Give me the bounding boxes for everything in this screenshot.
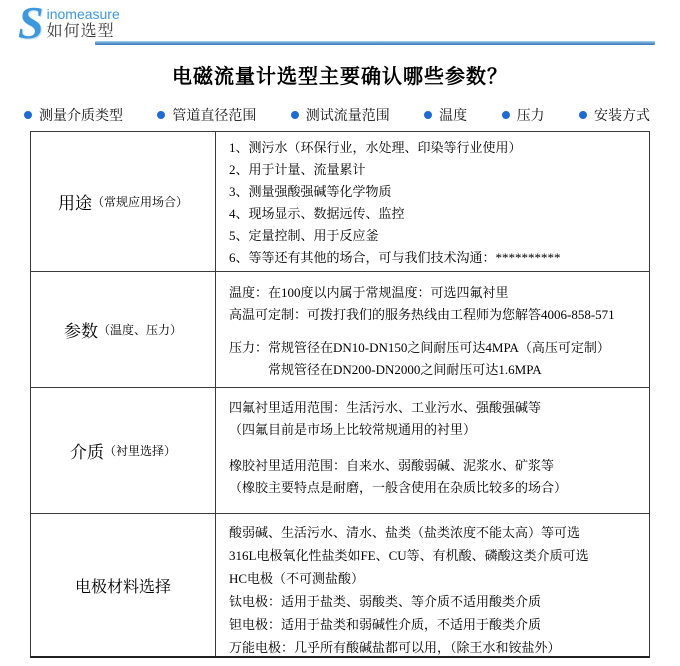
logo-s-icon: S [18,0,44,48]
table-row [31,271,649,387]
content-line: 钛电极：适用于盐类、弱酸类、等介质不适用酸类介质 [229,594,542,609]
content-line: 316L电极氧化性盐类如FE、CU等、有机酸、磷酸这类介质可选 [229,548,589,563]
table-row [31,132,649,271]
content-line: 常规管径在DN200-DN2000之间耐压可达1.6MPA [229,362,542,377]
content-line: 四氟衬里适用范围：生活污水、工业污水、强酸强碱等 [229,400,542,415]
bullet-item-3 [291,105,390,125]
content-line: 5、定量控制、用于反应釜 [229,228,379,243]
content-line: 压力：常规管径在DN10-DN150之间耐压可达4MPA（高压可定制） [229,340,610,355]
bullet-dot-icon [157,111,165,119]
content-line: 钽电极：适用于盐类和弱碱性介质，不适用于酸类介质 [229,617,542,632]
table-row [31,513,649,656]
content-line: 3、测量强酸强碱等化学物质 [229,184,392,199]
row-label-note: （常规应用场合） [91,195,188,209]
header [0,0,680,48]
bullet-item-5 [502,105,545,125]
logo-text-block [47,7,120,41]
content-line: 高温可定制：可拨打我们的服务热线由工程师为您解答4006-858-571 [229,307,615,322]
bullet-item-4 [424,105,467,125]
row-label: 介质 [69,443,104,462]
content-line: （橡胶主要特点是耐磨，一般含使用在杂质比较多的场合） [229,480,568,495]
bullet-dot-icon [24,111,32,119]
bullet-item-6 [579,105,650,125]
row-content-cell [216,272,649,387]
row-label-cell [31,388,216,513]
bullet-dot-icon [579,111,587,119]
bullet-dot-icon [502,111,510,119]
row-label-note: （温度、压力） [97,323,182,337]
content-line: 4、现场显示、数据远传、监控 [229,206,405,221]
selection-table [30,131,650,658]
parameter-bullet-row [24,105,650,125]
content-line: 万能电极：几乎所有酸碱盐都可以用，（除王水和铵盐外） [229,640,561,655]
sinomeasure-logo [18,0,120,48]
header-divider-line [95,41,655,45]
content-line: 6、等等还有其他的场合，可与我们技术沟通：********** [229,250,561,265]
content-line: HC电极（不可测盐酸） [229,571,365,586]
content-spacer [229,441,643,455]
row-label: 电极材料选择 [74,578,171,596]
logo-brand-name: inomeasure [46,6,120,22]
bullet-label: 管道直径范围 [172,109,257,124]
bullet-label: 温度 [439,109,468,124]
bullet-label: 压力 [516,109,545,124]
bullet-label: 测量介质类型 [39,109,123,124]
row-label-note: （衬里选择） [103,444,176,458]
row-label-cell [31,514,216,656]
row-content-cell [216,388,649,513]
row-label-cell [31,132,216,271]
content-line: （四氟目前是市场上比较常规通用的衬里） [229,422,477,437]
row-label: 参数 [63,322,98,341]
table-row [31,387,649,513]
row-label: 用途 [57,194,92,213]
row-content-cell [216,132,649,271]
content-line: 橡胶衬里适用范围：自来水、弱酸弱碱、泥浆水、矿浆等 [229,458,555,473]
bullet-item-2 [157,105,256,125]
logo-subtitle: 如何选型 [46,23,115,40]
page-title: 电磁流量计选型主要确认哪些参数？ [172,66,508,88]
content-spacer [229,326,643,337]
row-content-cell [216,514,649,656]
bullet-label: 测试流量范围 [305,109,390,124]
content-line: 酸弱碱、生活污水、清水、盐类（盐类浓度不能太高）等可选 [229,525,581,540]
bullet-dot-icon [291,111,299,119]
content-line: 1、测污水（环保行业，水处理、印染等行业使用） [229,140,522,155]
bullet-item-1 [24,105,123,125]
row-label-cell [31,272,216,387]
bullet-dot-icon [424,111,432,119]
bullet-label: 安装方式 [593,109,650,124]
content-line: 2、用于计量、流量累计 [229,162,366,177]
content-line: 温度：在100度以内属于常规温度：可选四氟衬里 [229,285,509,300]
